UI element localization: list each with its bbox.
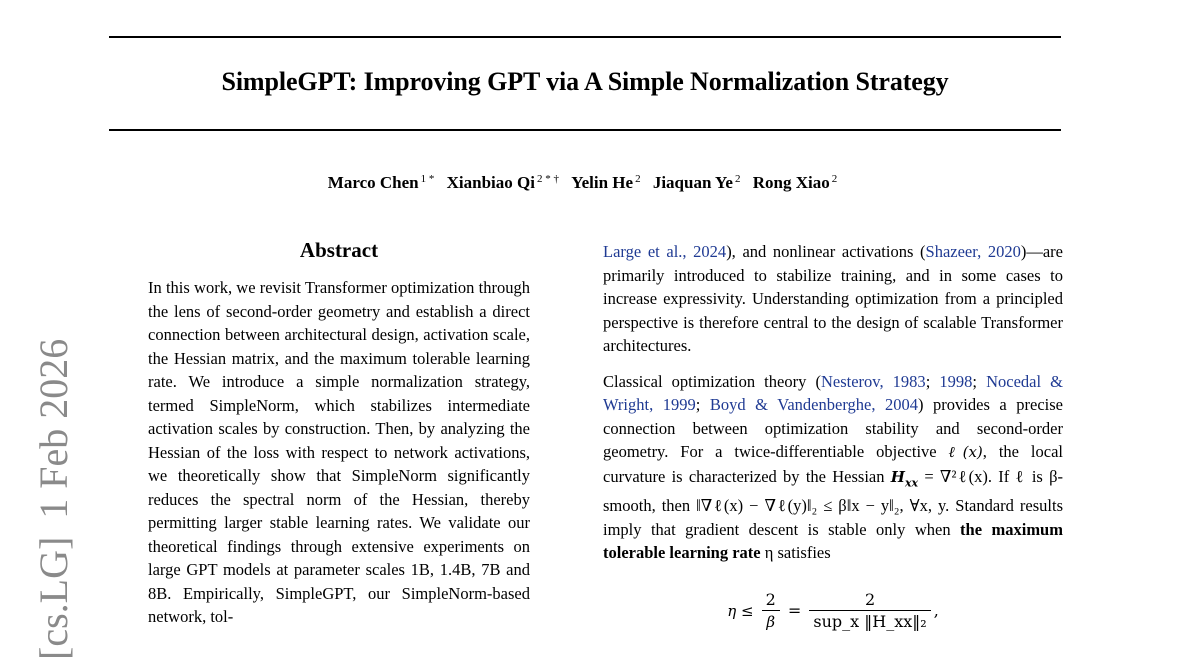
arxiv-category: [cs.LG] [31,536,76,660]
abstract-body [148,276,530,641]
author-list [0,173,1165,193]
citation-link[interactable]: Nesterov, 1983 [820,371,926,391]
math-loss: ℓ(x) [948,443,983,461]
abstract-text: In this work, we revisit Transformer optimization through the lens of second-order geometry and establish a direct connection between architectural design, activation scale, the Hessian matrix, and the maximum tolerable learning rate. We introduce a simple normalization strategy, termed SimpleNorm, which stabilizes intermediate activation scales by construction. Then, by analyzing the Hessian of the loss with respect to network activations, we theoretically show that SimpleNorm significantly reduces the spectral norm of the Hessian, thereby permitting larger stable learning rates. We validate our theoretical findings through extensive experiments on large GPT models at parameter scales 1B, 1.4B, 7B and 8B. Empirically, SimpleGPT, our SimpleNorm-based network, tol- [148,278,530,626]
lr-bound-equation [603,590,1063,633]
eq-tail: , [933,601,939,620]
author-4: Jiaquan Ye $^2$ [652,173,741,192]
author-3: Yelin He $^2$ [571,173,641,192]
citation-link[interactable]: Large et al., 2024 [603,242,727,261]
paper-title: SimpleGPT: Improving GPT via A Simple Normalization Strategy [221,67,949,96]
citation-link[interactable]: 1998 [939,371,973,391]
citation-link[interactable]: Boyd & Vandenberghe, 2004 [709,395,919,414]
intro-paragraph-2: Classical optimization theory (Nesterov, 1983; 1998; Nocedal & Wright, 1999; Boyd & Vandenberghe, 2004) provides a precise connection between optimization stability and second-order geometry. For a twice-differentiable objective ℓ(x), the local curvature is characterized by the Hessian $H_{xx}$ = ∇²ℓ(x). If ℓ is β-smooth, then ‖∇ℓ(x) − ∇ℓ(y)‖₂ ≤ β‖x − y‖₂, ∀x, y. Standard results imply that gradient descent is stable only when the maximum tolerable learning rate η satisfies [603,371,1064,563]
title-rule-top [109,36,1061,38]
title-rule-bottom [109,129,1061,131]
eq-lhs: η ≤ [727,602,754,620]
eq-fraction-2: $\frac{2}{\text{sup\_x ‖H\_xx‖₂}}$ [809,590,930,633]
author-1: Marco Chen $^{1 *}$ [327,173,435,192]
arxiv-side-stamp [30,339,77,660]
author-5: Rong Xiao $^2$ [752,173,838,192]
citation-link[interactable]: Shazeer, 2020 [925,242,1021,261]
intro-column [603,240,1063,577]
emphasis-text: the maximum tolerable learning rate [603,519,1063,563]
author-2: Xianbiao Qi $^{2 * \dagger}$ [446,173,559,192]
abstract-heading: Abstract [299,238,379,262]
citation-link[interactable]: Nocedal & Wright, 1999 [603,371,1064,414]
intro-paragraph-1: Large et al., 2024), and nonlinear activations (Shazeer, 2020)—are primarily introduced to stabilize training, and in some cases to increase expressivity. Understanding optimization from a principled perspective is therefore central to the design of scalable Transformer architectures. [603,242,1063,355]
math-hessian: H [890,467,905,486]
eq-fraction-1: $\frac{2}{\beta}$ [762,590,780,633]
math-hessian-sub: xx [904,475,919,489]
arxiv-date: 1 Feb 2026 [31,338,76,519]
eq-equals: = [787,601,802,620]
